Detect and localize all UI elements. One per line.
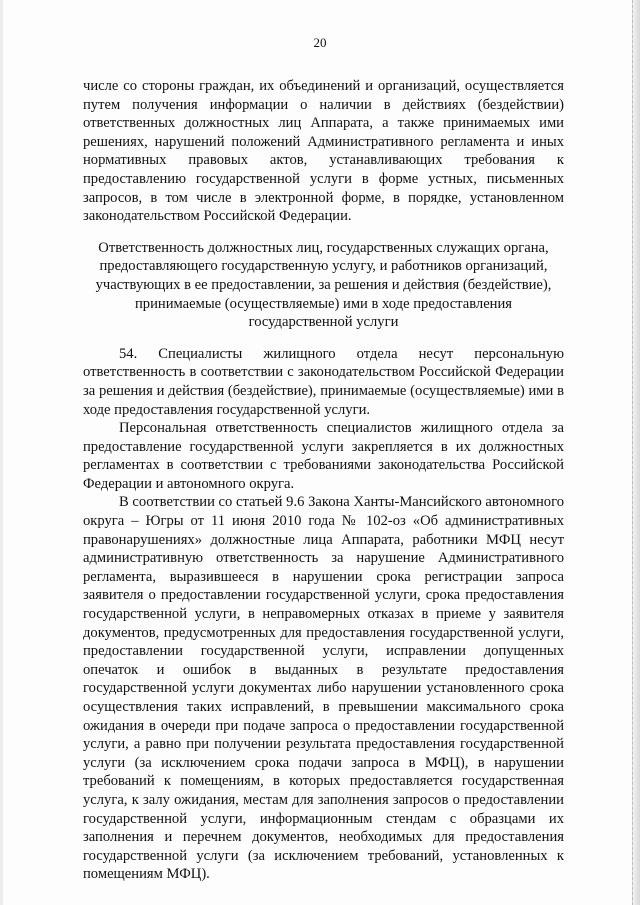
document-body [83,77,564,884]
paragraph-54: 54. Специалисты жилищного отдела несут персональную ответственность в соответствии с законодательством Российской Федерации за решения и действия (бездействие), принимаемые (осуществляемые) ими в ходе предоставления государственной услуги. [83,345,564,418]
page-right-edge [632,0,640,905]
page-number: 20 [313,35,327,50]
lead-paragraph: числе со стороны граждан, их объединений и организаций, осуществляется путем получения информации о наличии в действиях (бездействии) ответственных должностных лиц Аппарата, а также принимаемых ими решениях, нарушений положений Административного регламента и иных нормативных правовых актов, устанавливающих требования к предоставлению государственной услуги в форме устных, письменных запросов, в том числе в электронной форме, в порядке, установленном законодательством Российской Федерации. [83,78,564,225]
section-heading: Ответственность должностных лиц, государственных служащих органа, предоставляющего государственную услугу, и работников организаций, участвующих в ее предоставлении, за решения и действия (бездействие), принимаемые (осуществляемые) ими в ходе предоставления государственной услуги [95,239,552,331]
page-left-edge [0,0,3,905]
paragraph-personal-responsibility: Персональная ответственность специалистов жилищного отдела за предоставление государственной услуги закрепляется в их должностных регламентах в соответствии с требованиями законодательства Российской Федерации и автономного округа. [83,420,564,492]
paragraph-administrative-responsibility: В соответствии со статьей 9.6 Закона Ханты-Мансийского автономного округа – Югры от 11 июня 2010 года № 102-оз «Об административных правонарушениях» должностные лица Аппарата, работники МФЦ несут административную ответственность за нарушение Административного регламента, выразившееся в нарушении срока регистрации запроса заявителя о предоставлении государственной услуги, срока предоставления государственной услуги, в неправомерных отказах в приеме у заявителя документов, предусмотренных для предоставления государственной услуги, предоставлении государственной услуги, исправлении допущенных опечаток и ошибок в выданных в результате предоставления государственной услуги документах либо нарушении установленного срока осуществления таких исправлений, в превышении максимального срока ожидания в очереди при подаче запроса о предоставлении государственной услуги, а равно при получении результата предоставления государственной услуги (за исключением срока подачи запроса в МФЦ), в нарушении требований к помещениям, в которых предоставляется государственная услуга, к залу ожидания, местам для заполнения запросов о предоставлении государственной услуги, информационным стендам с образцами их заполнения и перечнем документов, необходимых для предоставления государственной услуги (за исключением требований, установленных к помещениям МФЦ). [83,494,564,883]
